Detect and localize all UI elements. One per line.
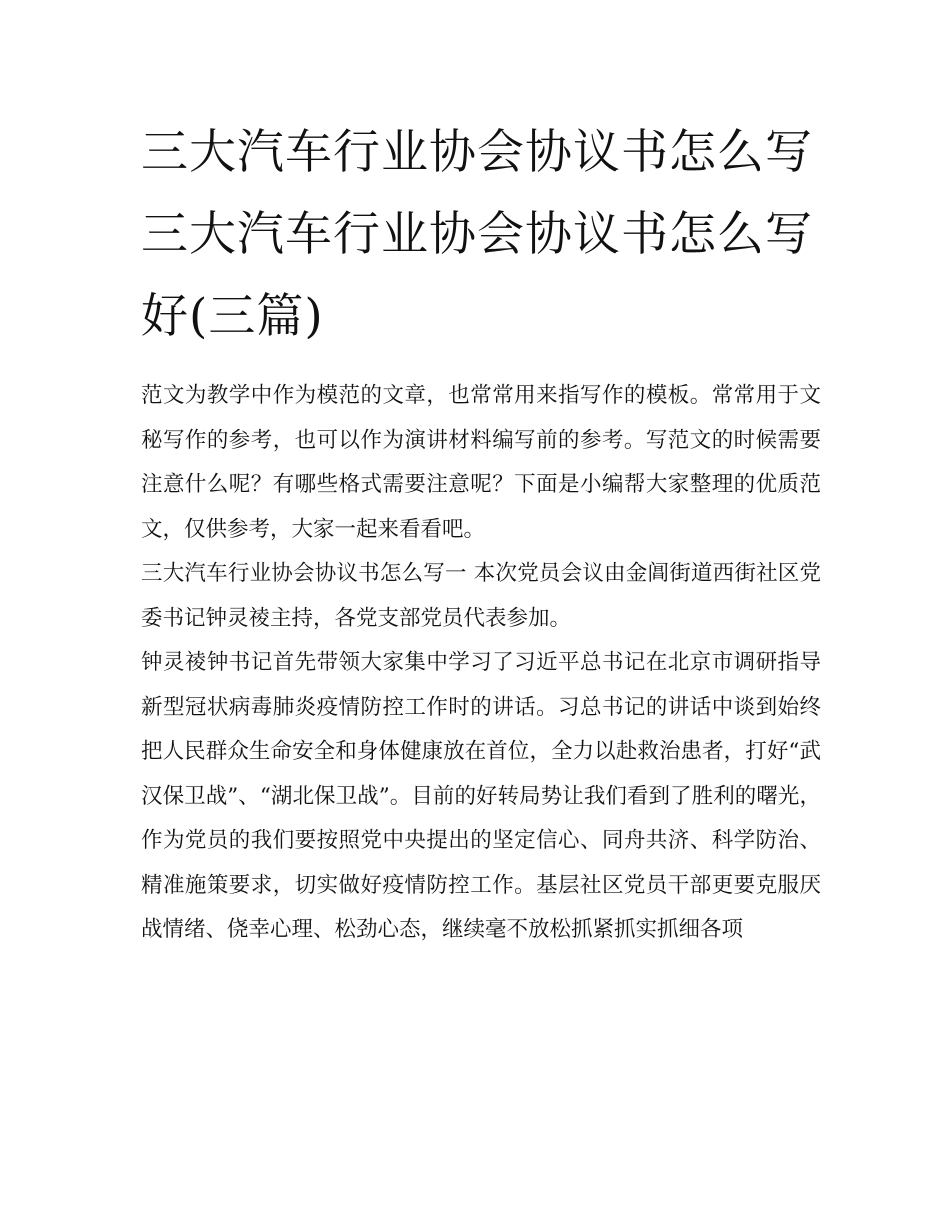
intro-paragraph: 范文为教学中作为模范的文章，也常常用来指写作的模板。常常用于文秘写作的参考，也可以作为演讲材料编写前的参考。写范文的时候需要注意什么呢？有哪些格式需要注意呢？下面是小编帮大家整理的优质范文，仅供参考，大家一起来看看吧。: [141, 383, 821, 542]
document-page: [141, 112, 821, 953]
document-title: 三大汽车行业协会协议书怎么写 三大汽车行业协会协议书怎么写好(三篇): [141, 125, 813, 344]
body-paragraph: 钟灵祾钟书记首先带领大家集中学习了习近平总书记在北京市调研指导新型冠状病毒肺炎疫情防控工作时的讲话。习总书记的讲话中谈到始终把人民群众生命安全和身体健康放在首位，全力以赴救治患者，打好“武汉保卫战”、“湖北保卫战”。目前的好转局势让我们看到了胜利的曙光，作为党员的我们要按照党中央提出的坚定信心、同舟共济、科学防治、精准施策要求，切实做好疫情防控工作。基层社区党员干部更要克服厌战情绪、侥幸心理、松劲心态，继续毫不放松抓紧抓实抓细各项: [141, 650, 821, 942]
section-one-paragraph: 三大汽车行业协会协议书怎么写一 本次党员会议由金阊街道西街社区党委书记钟灵祾主持，各党支部党员代表参加。: [141, 561, 821, 631]
